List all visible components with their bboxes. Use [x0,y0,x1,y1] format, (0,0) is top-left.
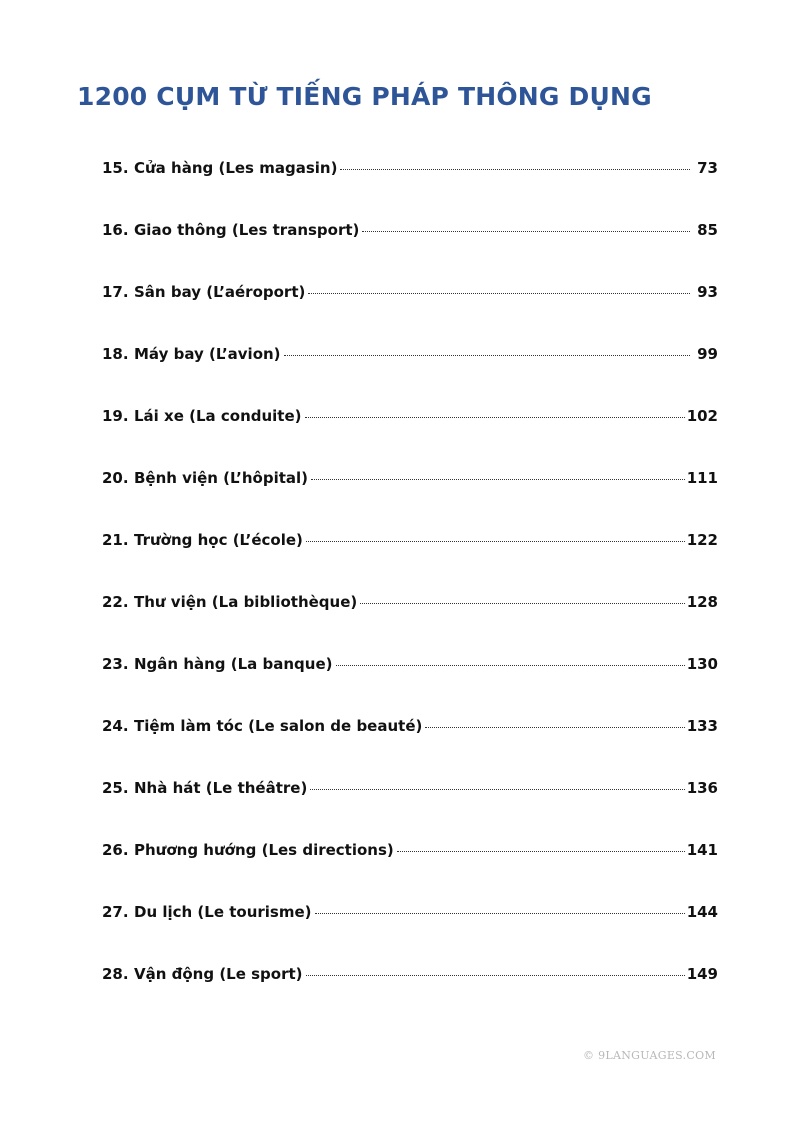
toc-item[interactable] [102,903,718,965]
document-title: 1200 CỤM TỪ TIẾNG PHÁP THÔNG DỤNG [77,82,652,111]
toc-item-number: 24. [102,717,129,735]
dot-leader [306,541,685,542]
toc-item-label: Lái xe (La conduite) [134,407,302,425]
toc-item-number: 27. [102,903,129,921]
toc-item[interactable] [102,221,718,283]
toc-item[interactable] [102,965,718,1027]
toc-item-number: 20. [102,469,129,487]
toc-item-label: Vận động (Le sport) [134,965,303,983]
toc-item[interactable] [102,531,718,593]
toc-item-page: 136 [686,779,718,797]
toc-item-number: 15. [102,159,129,177]
toc-item[interactable] [102,345,718,407]
toc-item[interactable] [102,159,718,221]
toc-item-label: Thư viện (La bibliothèque) [134,593,358,611]
toc-item-page: 102 [686,407,718,425]
toc-item-label: Nhà hát (Le théâtre) [134,779,308,797]
toc-item-page: 141 [686,841,718,859]
toc-item-label: Du lịch (Le tourisme) [134,903,312,921]
dot-leader [360,603,684,604]
toc-item-label: Tiệm làm tóc (Le salon de beauté) [134,717,423,735]
toc-item-number: 16. [102,221,129,239]
dot-leader [340,169,690,170]
toc-item-page: 133 [686,717,718,735]
toc-item-label: Phương hướng (Les directions) [134,841,394,859]
table-of-contents [102,159,718,1027]
dot-leader [310,789,684,790]
toc-item-label: Sân bay (L’aéroport) [134,283,306,301]
dot-leader [397,851,685,852]
toc-item-number: 26. [102,841,129,859]
toc-item-number: 21. [102,531,129,549]
dot-leader [305,417,685,418]
toc-item-page: 85 [697,221,718,239]
toc-item-label: Trường học (L’école) [134,531,303,549]
toc-item[interactable] [102,655,718,717]
toc-item-number: 17. [102,283,129,301]
toc-item-page: 73 [697,159,718,177]
dot-leader [315,913,685,914]
copyright-footer [583,1049,716,1062]
toc-item-page: 128 [686,593,718,611]
toc-item-page: 99 [697,345,718,363]
toc-item-number: 18. [102,345,129,363]
toc-item-page: 149 [686,965,718,983]
toc-item[interactable] [102,407,718,469]
toc-item-label: Ngân hàng (La banque) [134,655,333,673]
toc-item-page: 122 [686,531,718,549]
toc-item[interactable] [102,717,718,779]
dot-leader [362,231,690,232]
dot-leader [425,727,684,728]
toc-item-label: Giao thông (Les transport) [134,221,360,239]
toc-item-page: 93 [697,283,718,301]
dot-leader [284,355,690,356]
dot-leader [311,479,685,480]
toc-item-label: Bệnh viện (L’hôpital) [134,469,308,487]
toc-item-page: 111 [686,469,718,487]
toc-item-number: 25. [102,779,129,797]
toc-item-page: 144 [686,903,718,921]
toc-item-page: 130 [686,655,718,673]
copyright-icon: © [583,1049,595,1062]
dot-leader [306,975,685,976]
dot-leader [308,293,690,294]
toc-item[interactable] [102,841,718,903]
toc-item-number: 19. [102,407,129,425]
footer-text: 9LANGUAGES.COM [598,1049,716,1062]
toc-item-label: Cửa hàng (Les magasin) [134,159,338,177]
toc-item[interactable] [102,779,718,841]
toc-item[interactable] [102,469,718,531]
toc-item[interactable] [102,283,718,345]
toc-item-number: 23. [102,655,129,673]
toc-item-number: 28. [102,965,129,983]
toc-item-number: 22. [102,593,129,611]
toc-item-label: Máy bay (L’avion) [134,345,281,363]
dot-leader [336,665,685,666]
toc-item[interactable] [102,593,718,655]
